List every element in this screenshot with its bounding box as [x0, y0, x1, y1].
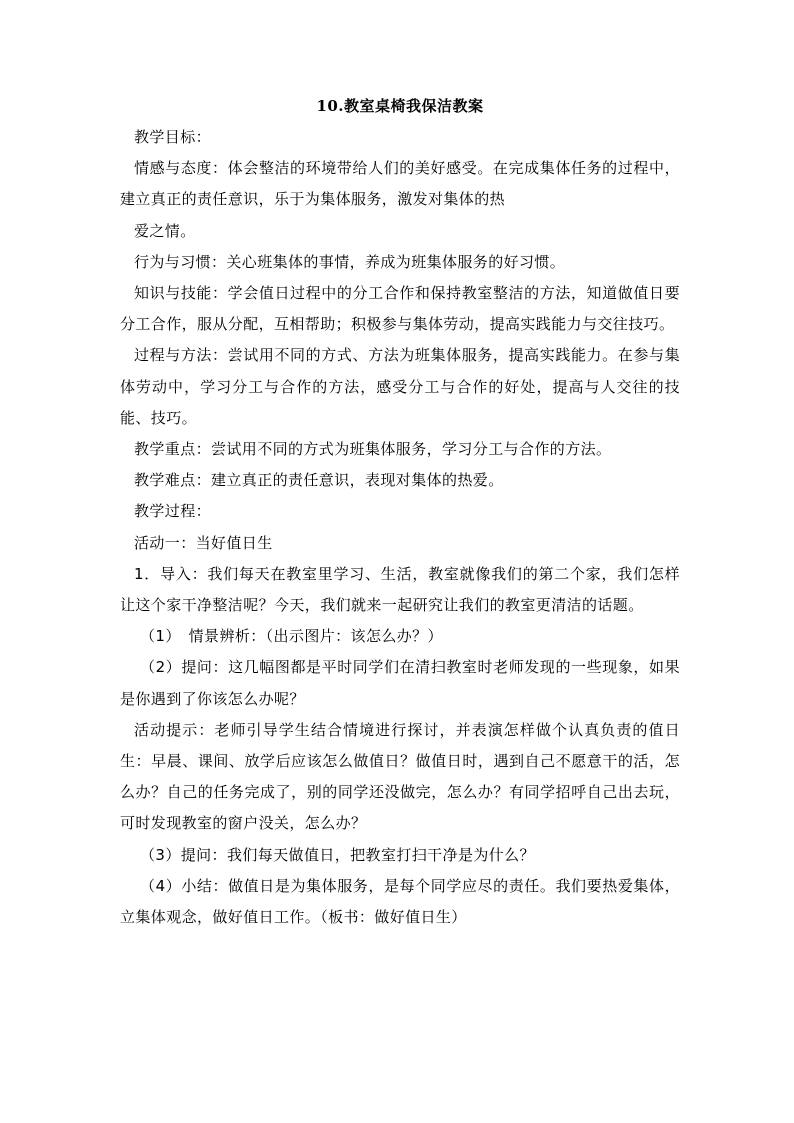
paragraph-difficulties: 教学难点：建立真正的责任意识，表现对集体的热爱。: [134, 471, 504, 490]
paragraph-introduction: 1．导入：我们每天在教室里学习、生活，教室就像我们的第二个家，我们怎样让这个家干净整洁呢？今天，我们就来一起研究让我们的教室更清洁的话题。: [120, 564, 680, 615]
paragraph-knowledge-skills: 知识与技能：学会值日过程中的分工合作和保持教室整洁的方法，知道做值日要分工合作，服从分配，互相帮助；积极参与集体劳动，提高实践能力与交往技巧。: [120, 284, 680, 334]
paragraph-key-points: 教学重点：尝试用不同的方式为班集体服务，学习分工与合作的方法。: [134, 440, 612, 459]
paragraph-scenario-analysis: （1） 情景辨析：（出示图片：该怎么办？）: [140, 627, 443, 646]
paragraph-teaching-goals: 教学目标：: [134, 128, 212, 146]
paragraph-summary: （4）小结：做值日是为集体服务，是每个同学应尽的责任。我们要热爱集体，立集体观念，做好值日工作。（板书：做好值日生）: [120, 876, 680, 927]
document-body: [120, 92, 680, 933]
paragraph-behavior-habits: 行为与习惯：关心班集体的事情，养成为班集体服务的好习惯。: [134, 252, 566, 271]
paragraph-question-three: （3）提问：我们每天做值日，把教室打扫干净是为什么？: [140, 845, 535, 864]
paragraph-emotion-continuation: 爱之情。: [134, 221, 196, 240]
paragraph-process-methods: 过程与方法：尝试用不同的方式、方法为班集体服务，提高实践能力。在参与集体劳动中，学习分工与合作的方法，感受分工与合作的好处，提高与人交往的技能、技巧。: [120, 346, 680, 427]
paragraph-question-two: （2）提问：这几幅图都是平时同学们在清扫教室时老师发现的一些现象，如果是你遇到了你该怎么办呢？: [120, 658, 680, 708]
paragraph-teaching-process: 教学过程：: [134, 502, 212, 521]
document-title: 10.教室桌椅我保洁教案: [316, 97, 484, 115]
paragraph-activity-tips: 活动提示：老师引导学生结合情境进行探讨，并表演怎样做个认真负责的值日生：早晨、课间、放学后应该怎么做值日？做值日时，遇到自己不愿意干的活，怎么办？自己的任务完成了，别的同学还没做完，怎么办？有同学招呼自己出去玩，可时发现教室的窗户没关，怎么办？: [120, 720, 680, 833]
paragraph-emotion-attitude: 情感与态度：体会整洁的环境带给人们的美好感受。在完成集体任务的过程中，建立真正的责任意识，乐于为集体服务，激发对集体的热: [120, 159, 680, 209]
paragraph-activity-one: 活动一：当好值日生: [134, 533, 273, 552]
